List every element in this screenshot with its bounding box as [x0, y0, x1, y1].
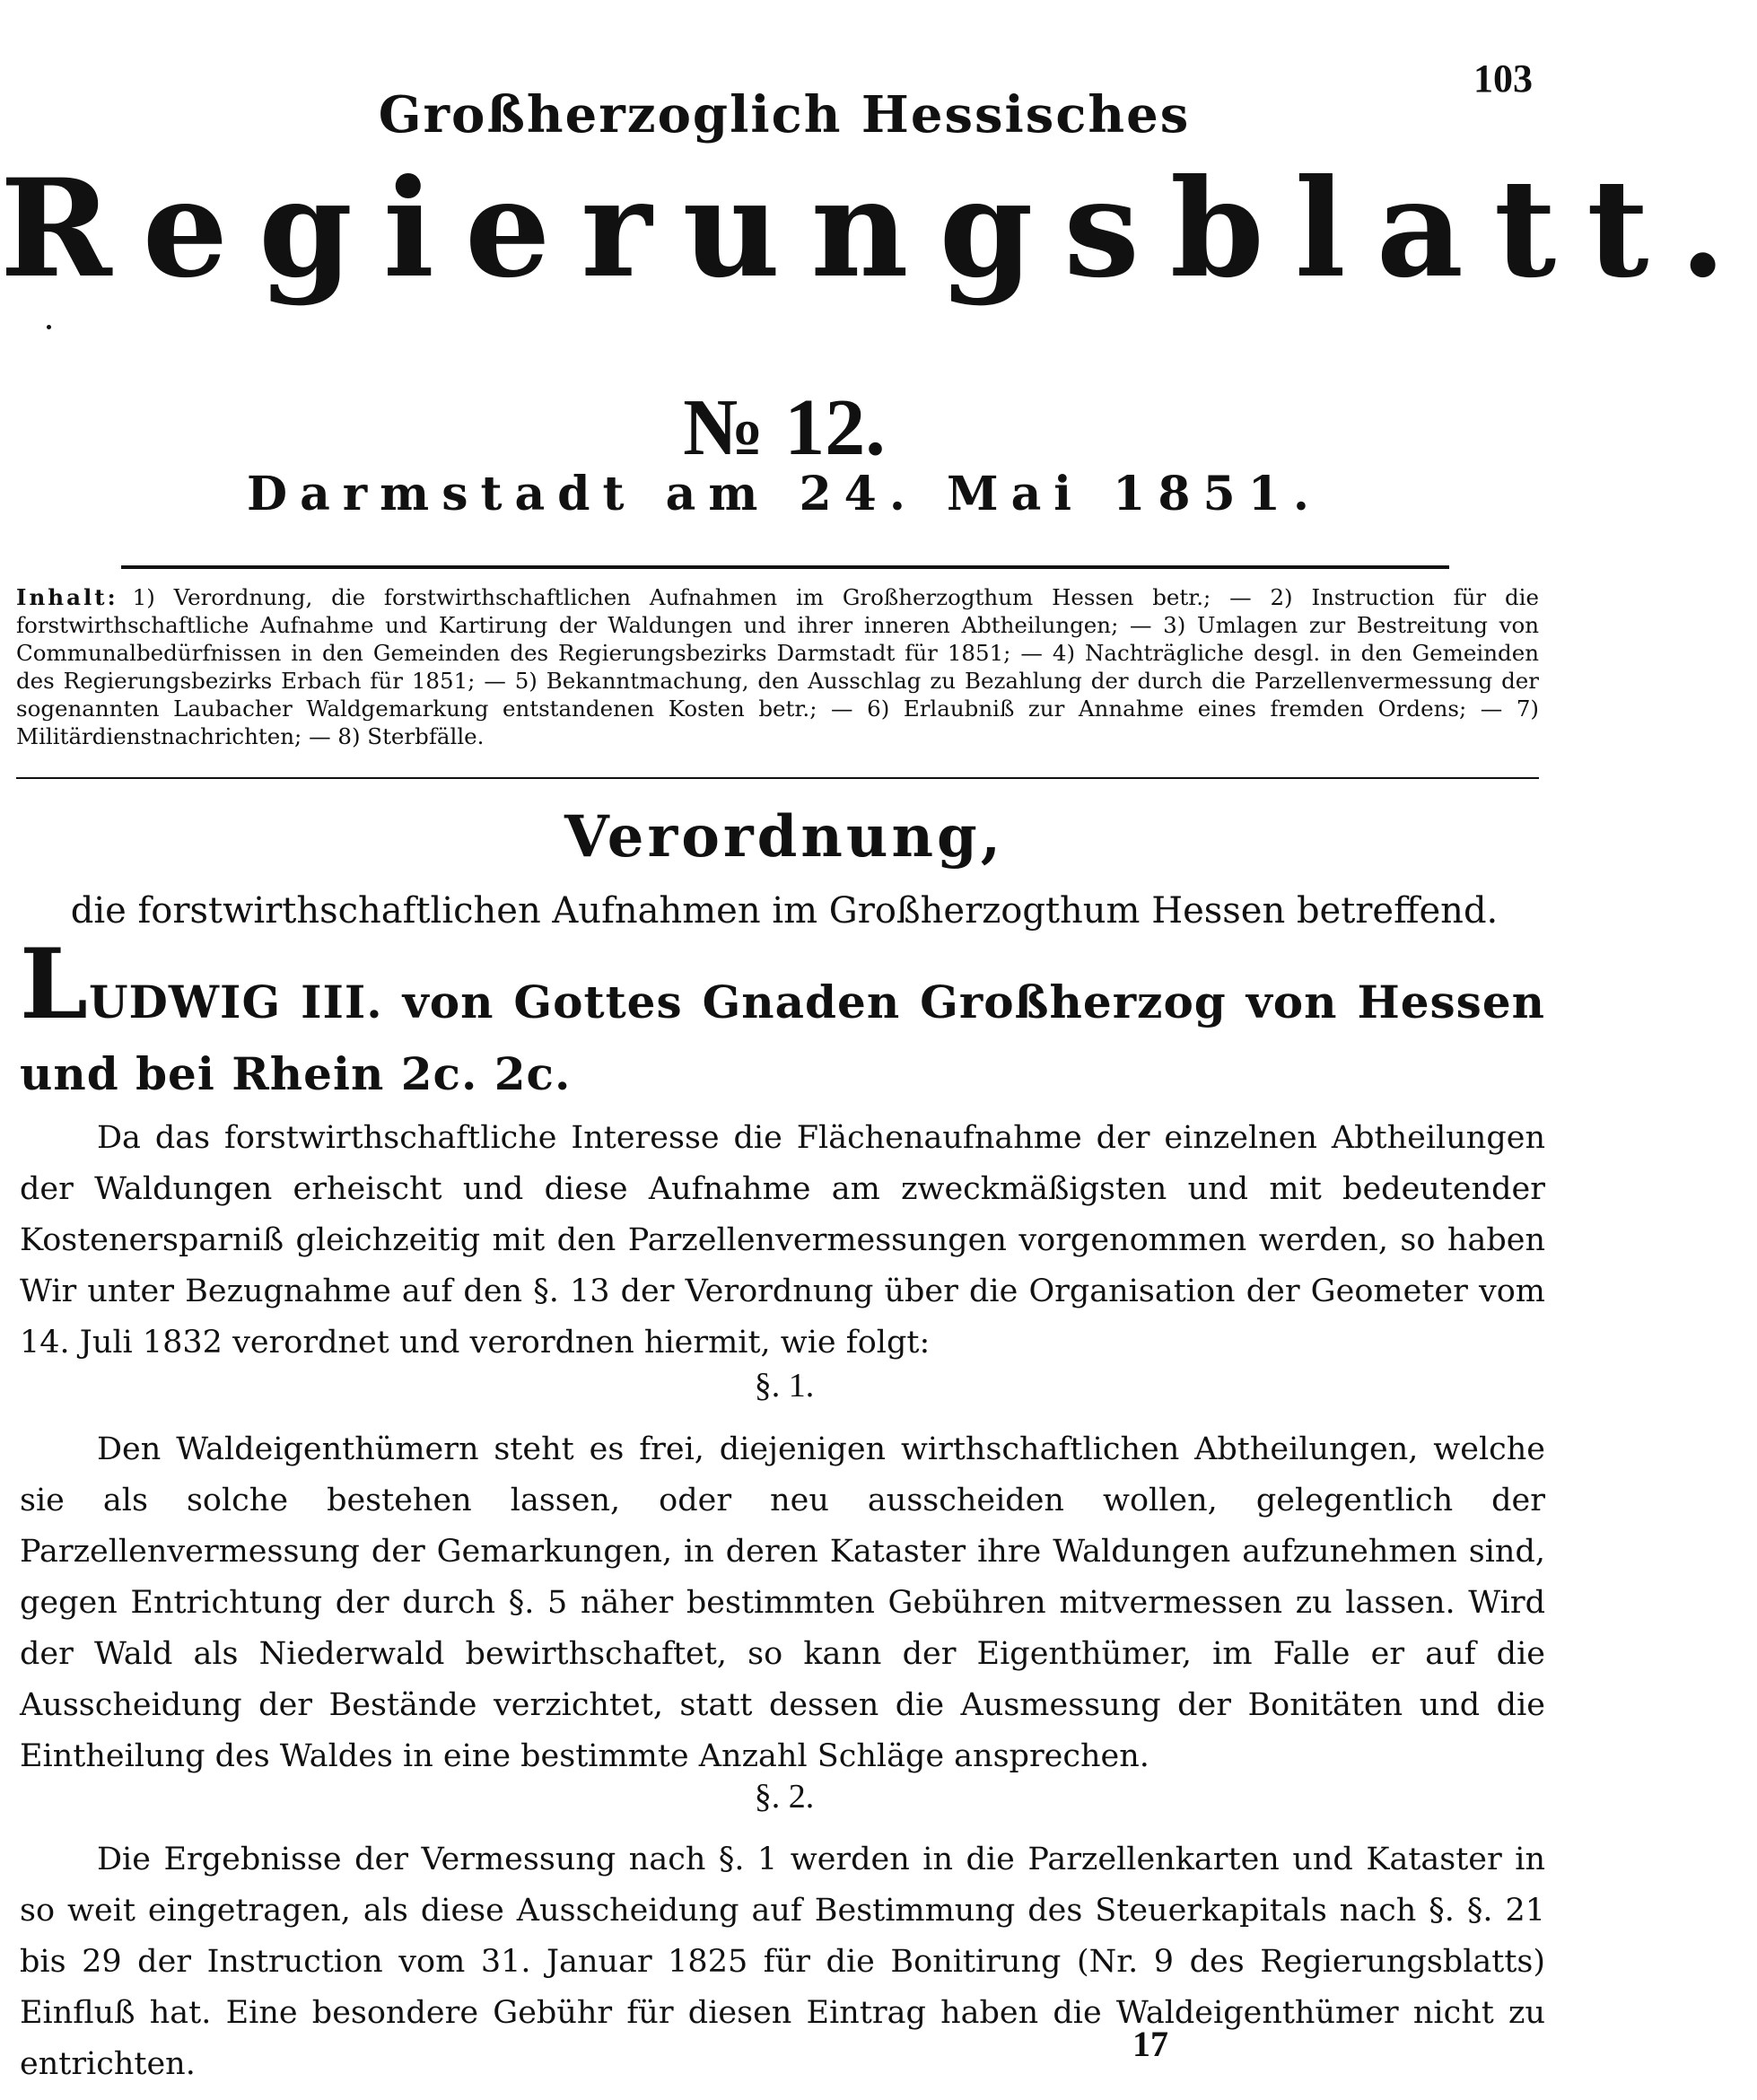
intro-paragraph: Da das forstwirthschaftliche Interesse die Flächenaufnahme der einzelnen Abtheilungen der Waldungen erheischt und diese Aufnahme am zweckmäßigsten und mit bedeutender Kostenersparniß gleichzeitig mit den Parzellenvermessungen vorgenommen werden, so haben Wir unter Bezugnahme auf den §. 13 der Verordnung über die Organisation der Geometer vom 14. Juli 1832 verordnet und verordnen hiermit, wie folgt:: [20, 1120, 1545, 1361]
table-of-contents: [16, 583, 1539, 750]
contents-label: Inhalt:: [16, 584, 118, 610]
page-number: 103: [1473, 57, 1533, 101]
decree-heading: Verordnung,: [564, 803, 1004, 871]
issue-number: № 12.: [683, 383, 886, 472]
preamble: [20, 928, 1545, 1110]
section-1-mark: §. 1.: [754, 1367, 815, 1404]
header-rule: [121, 565, 1449, 569]
contents-rule: [16, 777, 1539, 779]
masthead-subtitle: Großherzoglich Hessisches: [378, 85, 1191, 144]
issue-date: Darmstadt am 24. Mai 1851.: [246, 467, 1322, 521]
section-2-paragraph: Die Ergebnisse der Vermessung nach §. 1 werden in die Parzellenkarten und Kataster in so weit eingetragen, als diese Ausscheidung auf Bestimmung des Steuerkapitals nach §. §. 21 bis 29 der Instruction vom 31. Januar 1825 für die Bonitirung (Nr. 9 des Regierungsblatts) Einfluß hat. Eine besondere Gebühr für diesen Eintrag haben die Waldeigenthümer nicht zu entrichten.: [20, 1842, 1545, 2082]
section-2-mark: §. 2.: [754, 1778, 815, 1816]
section-1-paragraph: Den Waldeigenthümern steht es frei, diejenigen wirthschaftlichen Abtheilungen, welche sie als solche bestehen lassen, oder neu ausscheiden wollen, gelegentlich der Parzellenvermessung der Gemarkungen, in deren Kataster ihre Waldungen aufzunehmen sind, gegen Entrichtung der durch §. 5 näher bestimmten Gebühren mitvermessen zu lassen. Wird der Wald als Niederwald bewirthschaftet, so kann der Eigenthümer, im Falle er auf die Ausscheidung der Bestände verzichtet, statt dessen die Ausmessung der Bonitäten und die Eintheilung des Waldes in eine bestimmte Anzahl Schläge ansprechen.: [20, 1431, 1545, 1774]
masthead-title: Regierungsblatt.: [0, 150, 1757, 308]
contents-text: 1) Verordnung, die forstwirthschaftlichen Aufnahmen im Großherzogthum Hessen betr.; — 2) Instruction für die forstwirthschaftliche Aufnahme und Kartirung der Waldungen und ihrer inneren Abtheilungen; — 3) Umlagen zur Bestreitung von Communalbedürfnissen in den Gemeinden des Regierungsbezirks Darmstadt für 1851; — 4) Nachträgliche desgl. in den Gemeinden des Regierungsbezirks Erbach für 1851; — 5) Bekanntmachung, den Ausschlag zu Bezahlung der durch die Parzellenvermessung der sogenannten Laubacher Waldgemarkung entstandenen Kosten betr.; — 6) Erlaubniß zur Annahme eines fremden Ordens; — 7) Militärdienstnachrichten; — 8) Sterbfälle.: [16, 584, 1539, 749]
decree-subheading: die forstwirthschaftlichen Aufnahmen im Großherzogthum Hessen betreffend.: [70, 890, 1499, 932]
preamble-initial: L: [20, 928, 89, 1041]
preamble-text: UDWIG III. von Gottes Gnaden Großherzog von Hessen und bei Rhein 2c. 2c.: [20, 976, 1545, 1100]
stray-dot: [47, 325, 51, 329]
signature-mark: 17: [1132, 2024, 1168, 2064]
